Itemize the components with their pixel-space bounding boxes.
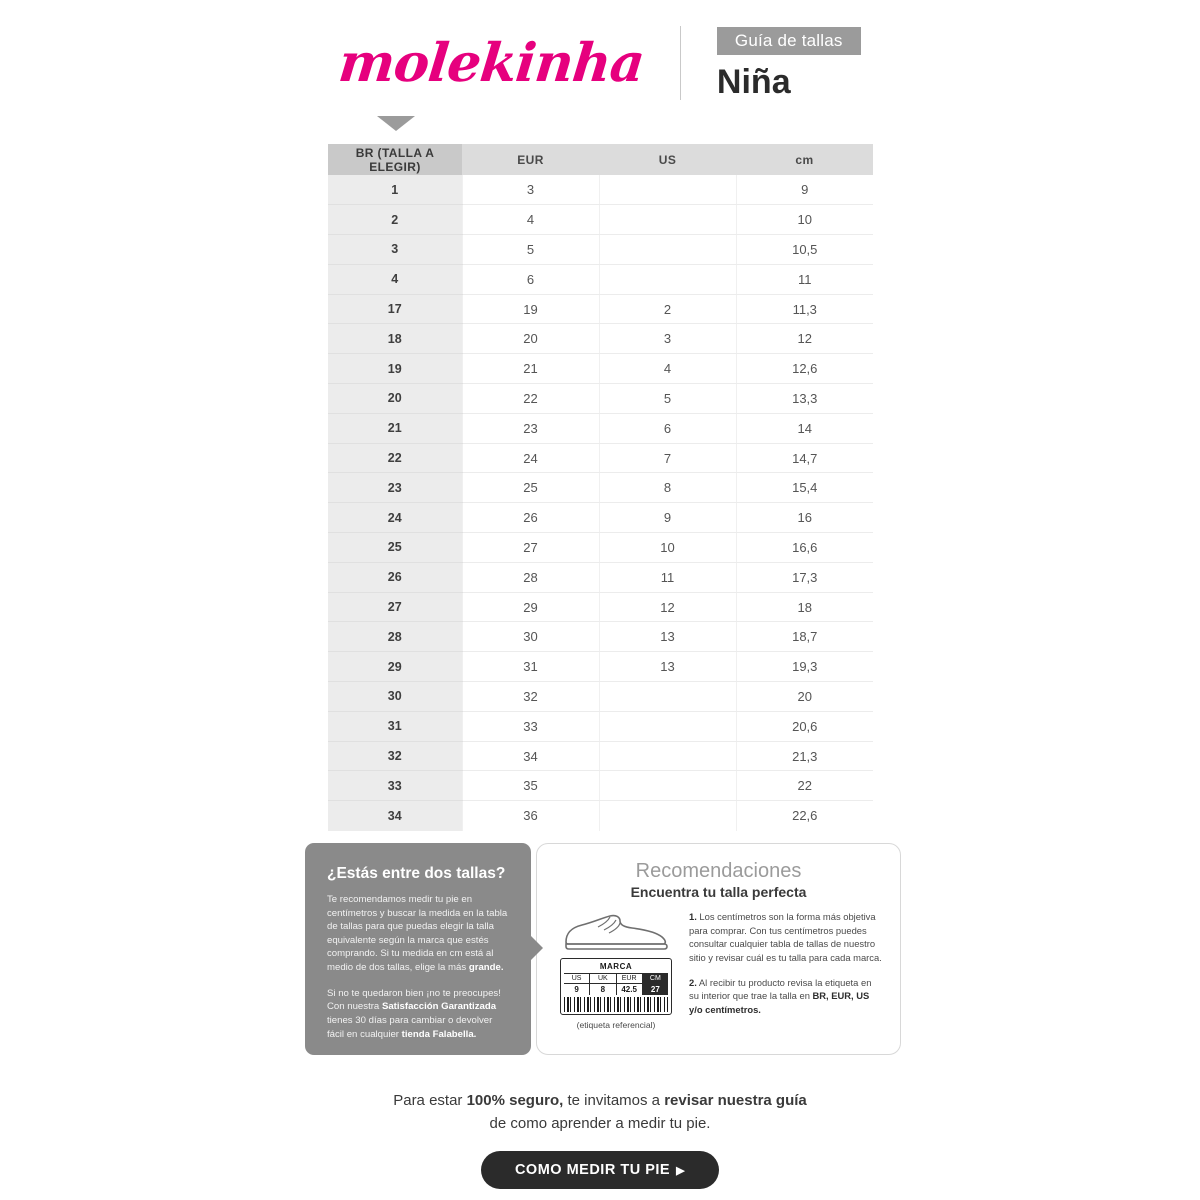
table-cell-us <box>599 711 736 741</box>
table-row <box>328 175 873 205</box>
between-sizes-panel <box>305 843 531 1065</box>
table-row <box>328 503 873 533</box>
table-cell-eur: 32 <box>462 682 599 712</box>
table-cell-us: 2 <box>599 294 736 324</box>
table-cell-us: 12 <box>599 592 736 622</box>
table-cell-br: 2 <box>328 205 462 235</box>
table-cell-eur: 29 <box>462 592 599 622</box>
table-cell-eur: 28 <box>462 562 599 592</box>
header-title-block <box>681 27 861 99</box>
table-cell-br: 34 <box>328 801 462 831</box>
table-cell-br: 25 <box>328 533 462 563</box>
table-row <box>328 652 873 682</box>
table-row <box>328 741 873 771</box>
recommendation-item-2: 2. Al recibir tu producto revisa la etiqueta en su interior que trae la talla en BR, EUR, US y/o centímetros. <box>689 976 872 1015</box>
chevron-down-icon <box>377 116 415 131</box>
recommendations-subtitle: Encuentra tu talla perfecta <box>630 884 807 900</box>
table-cell-eur: 19 <box>462 294 599 324</box>
table-cell-br: 23 <box>328 473 462 503</box>
tag-value-eur: 42.5 <box>617 984 643 995</box>
table-row <box>328 592 873 622</box>
table-cell-br: 4 <box>328 264 462 294</box>
panel-notch <box>530 935 543 961</box>
table-cell-cm: 21,3 <box>736 741 873 771</box>
table-cell-cm: 20,6 <box>736 711 873 741</box>
brand-logo: molekinha <box>336 31 648 94</box>
tag-header-uk: UK <box>590 974 616 983</box>
size-table <box>328 144 873 831</box>
table-cell-us <box>599 264 736 294</box>
table-cell-cm: 22,6 <box>736 801 873 831</box>
between-sizes-paragraph-1: Te recomendamos medir tu pie en centímetros y buscar la medida en la tabla de tallas para que puedas elegir la talla equivalente según la marca que estés comprando. Si tu medida en cm está al medio de dos tallas, elige la más grande. <box>327 894 508 974</box>
table-cell-cm: 15,4 <box>736 473 873 503</box>
table-cell-eur: 27 <box>462 533 599 563</box>
table-cell-br: 30 <box>328 682 462 712</box>
table-cell-eur: 34 <box>462 741 599 771</box>
tag-value-cm: 27 <box>643 984 668 995</box>
table-row <box>328 264 873 294</box>
table-cell-eur: 24 <box>462 443 599 473</box>
table-cell-cm: 14 <box>736 413 873 443</box>
table-cell-cm: 19,3 <box>736 652 873 682</box>
table-cell-us <box>599 682 736 712</box>
tag-caption: (etiqueta referencial) <box>576 1020 656 1030</box>
table-row <box>328 533 873 563</box>
table-cell-us: 9 <box>599 503 736 533</box>
between-sizes-title: ¿Estás entre dos tallas? <box>327 865 506 882</box>
table-row <box>328 384 873 414</box>
table-cell-eur: 31 <box>462 652 599 682</box>
table-cell-br: 26 <box>328 562 462 592</box>
table-cell-cm: 10 <box>736 205 873 235</box>
between-sizes-since-note: *Desde el 16.08.2022 <box>327 1054 417 1065</box>
table-cell-br: 28 <box>328 622 462 652</box>
barcode-icon <box>564 997 668 1012</box>
shoe-icon <box>560 912 672 952</box>
table-cell-br: 31 <box>328 711 462 741</box>
table-cell-us: 11 <box>599 562 736 592</box>
table-cell-us: 8 <box>599 473 736 503</box>
table-cell-cm: 14,7 <box>736 443 873 473</box>
table-cell-us <box>599 175 736 205</box>
footer-line-2: de como aprender a medir tu pie. <box>489 1114 711 1132</box>
table-cell-us: 7 <box>599 443 736 473</box>
table-cell-eur: 3 <box>462 175 599 205</box>
table-row <box>328 801 873 831</box>
table-cell-us: 3 <box>599 324 736 354</box>
table-cell-cm: 16,6 <box>736 533 873 563</box>
table-row <box>328 771 873 801</box>
caret-right-icon: ▶ <box>676 1165 686 1177</box>
table-cell-br: 3 <box>328 235 462 265</box>
table-cell-br: 27 <box>328 592 462 622</box>
size-label-tag <box>560 958 672 1015</box>
recommendation-item-1: 1. Los centímetros son la forma más objetiva para comprar. Con tus centímetros puedes consultar cualquier tabla de tallas de nuestro sitio y revisar cuál es tu talla para cada marca. <box>689 911 882 963</box>
table-cell-br: 33 <box>328 771 462 801</box>
size-guide-badge: Guía de tallas <box>717 27 861 55</box>
table-cell-us: 10 <box>599 533 736 563</box>
table-row <box>328 711 873 741</box>
table-row <box>328 324 873 354</box>
table-cell-us: 6 <box>599 413 736 443</box>
shoe-and-tag <box>555 910 677 1030</box>
table-cell-cm: 11 <box>736 264 873 294</box>
tag-header-cm: CM <box>643 974 668 983</box>
table-row <box>328 682 873 712</box>
table-row <box>328 413 873 443</box>
arrow-indicator <box>329 116 463 131</box>
table-cell-eur: 5 <box>462 235 599 265</box>
table-row <box>328 443 873 473</box>
table-cell-br: 22 <box>328 443 462 473</box>
table-cell-us: 5 <box>599 384 736 414</box>
footer-line-1: Para estar 100% seguro, te invitamos a revisar nuestra guía <box>393 1092 807 1109</box>
table-cell-eur: 23 <box>462 413 599 443</box>
table-cell-br: 17 <box>328 294 462 324</box>
table-cell-cm: 10,5 <box>736 235 873 265</box>
table-cell-eur: 25 <box>462 473 599 503</box>
table-cell-br: 20 <box>328 384 462 414</box>
recommendations-panel <box>536 843 901 1055</box>
table-cell-br: 18 <box>328 324 462 354</box>
table-cell-eur: 30 <box>462 622 599 652</box>
table-cell-eur: 35 <box>462 771 599 801</box>
table-cell-eur: 26 <box>462 503 599 533</box>
table-cell-eur: 6 <box>462 264 599 294</box>
tag-value-uk: 8 <box>590 984 616 995</box>
table-cell-eur: 33 <box>462 711 599 741</box>
table-cell-cm: 18 <box>736 592 873 622</box>
table-cell-eur: 21 <box>462 354 599 384</box>
table-cell-cm: 13,3 <box>736 384 873 414</box>
table-cell-us <box>599 205 736 235</box>
table-cell-cm: 18,7 <box>736 622 873 652</box>
column-header-us: US <box>599 144 736 175</box>
table-cell-cm: 20 <box>736 682 873 712</box>
table-row <box>328 235 873 265</box>
table-cell-cm: 16 <box>736 503 873 533</box>
info-panels <box>305 843 901 1065</box>
table-cell-cm: 9 <box>736 175 873 205</box>
table-cell-br: 32 <box>328 741 462 771</box>
table-row <box>328 354 873 384</box>
size-table-wrapper <box>328 144 873 831</box>
size-table-body <box>328 175 873 831</box>
table-row <box>328 473 873 503</box>
table-cell-br: 1 <box>328 175 462 205</box>
table-cell-eur: 22 <box>462 384 599 414</box>
table-cell-us <box>599 771 736 801</box>
table-cell-us: 13 <box>599 652 736 682</box>
table-cell-us <box>599 801 736 831</box>
table-cell-cm: 22 <box>736 771 873 801</box>
table-row <box>328 562 873 592</box>
table-cell-cm: 17,3 <box>736 562 873 592</box>
page-header <box>0 0 1200 100</box>
tag-brand-label: MARCA <box>564 962 668 974</box>
table-header-row <box>328 144 873 175</box>
table-cell-cm: 12,6 <box>736 354 873 384</box>
table-row <box>328 205 873 235</box>
table-cell-us: 13 <box>599 622 736 652</box>
table-cell-us <box>599 235 736 265</box>
page-title: Niña <box>716 63 791 101</box>
column-header-eur: EUR <box>462 144 599 175</box>
recommendations-title: Recomendaciones <box>635 860 802 882</box>
column-header-br: BR (TALLA A ELEGIR) <box>328 144 462 175</box>
recommendations-list <box>689 910 882 1030</box>
table-cell-br: 21 <box>328 413 462 443</box>
between-sizes-paragraph-2: Si no te quedaron bien ¡no te preocupes! Con nuestra Satisfacción Garantizada tienes 30 días para cambiar o devolver fácil en cualquier tienda Falabella. <box>327 987 501 1040</box>
table-cell-cm: 12 <box>736 324 873 354</box>
table-cell-cm: 11,3 <box>736 294 873 324</box>
how-to-measure-button[interactable] <box>481 1151 719 1189</box>
column-header-cm: cm <box>736 144 873 175</box>
table-cell-br: 19 <box>328 354 462 384</box>
table-cell-us: 4 <box>599 354 736 384</box>
table-cell-us <box>599 741 736 771</box>
page-footer <box>0 1090 1200 1189</box>
tag-header-eur: EUR <box>617 974 643 983</box>
tag-header-row <box>564 974 668 984</box>
table-row <box>328 294 873 324</box>
table-cell-br: 29 <box>328 652 462 682</box>
table-row <box>328 622 873 652</box>
table-cell-br: 24 <box>328 503 462 533</box>
tag-header-us: US <box>564 974 590 983</box>
table-cell-eur: 4 <box>462 205 599 235</box>
table-cell-eur: 36 <box>462 801 599 831</box>
cta-label: COMO MEDIR TU PIE <box>514 1162 671 1178</box>
table-cell-eur: 20 <box>462 324 599 354</box>
tag-value-row <box>564 984 668 995</box>
tag-value-us: 9 <box>564 984 590 995</box>
